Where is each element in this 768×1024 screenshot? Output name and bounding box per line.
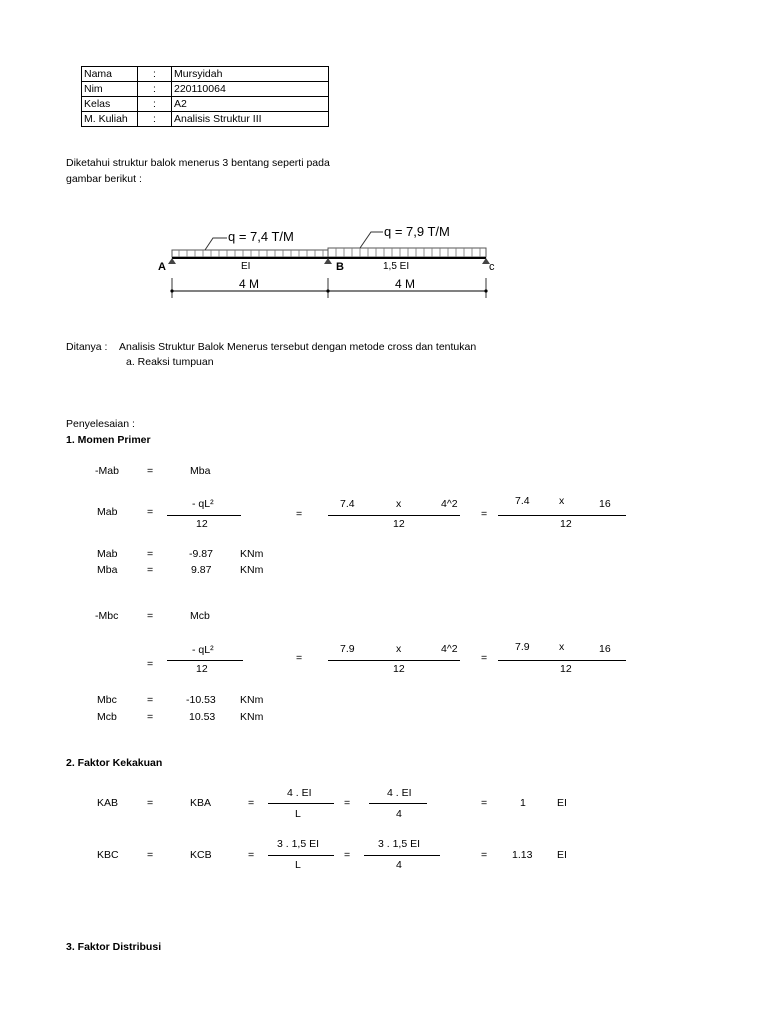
denominator: 4 bbox=[396, 859, 402, 871]
unit: KNm bbox=[240, 711, 264, 723]
kba: KBA bbox=[190, 797, 212, 809]
equals: = bbox=[296, 652, 303, 664]
equals: = bbox=[296, 508, 303, 520]
info-sep: : bbox=[138, 97, 172, 112]
info-label: Nama bbox=[82, 67, 138, 82]
fraction-bar bbox=[364, 855, 440, 856]
result-mcb-label: Mcb bbox=[97, 711, 117, 723]
fraction-bar bbox=[369, 803, 427, 804]
equals: = bbox=[147, 564, 154, 576]
node-a-label: A bbox=[158, 261, 166, 273]
info-label: M. Kuliah bbox=[82, 112, 138, 127]
equals: = bbox=[481, 508, 488, 520]
fraction-bar bbox=[268, 855, 334, 856]
numerator: 3 . 1,5 EI bbox=[378, 838, 421, 850]
equals: = bbox=[248, 849, 255, 861]
mab: Mab bbox=[97, 506, 118, 518]
result-mab-value: -9.87 bbox=[189, 548, 213, 560]
equals: = bbox=[147, 797, 154, 809]
ei-label-bc: 1,5 EI bbox=[383, 261, 410, 272]
result-mba-value: 9.87 bbox=[191, 564, 212, 576]
unit: KNm bbox=[240, 548, 264, 560]
info-value: 220110064 bbox=[172, 82, 329, 97]
numerator: 4 . EI bbox=[287, 787, 312, 799]
equals: = bbox=[147, 849, 154, 861]
kab: KAB bbox=[97, 797, 119, 809]
span-bc-label: 4 M bbox=[395, 277, 416, 291]
times: x bbox=[559, 641, 565, 653]
section-2-title: 2. Faktor Kekakuan bbox=[66, 757, 163, 769]
table-row bbox=[82, 97, 329, 112]
value-16: 16 bbox=[599, 498, 611, 510]
denominator: 12 bbox=[393, 518, 405, 530]
fraction-bar bbox=[328, 660, 460, 661]
numerator-ql2: - qL² bbox=[192, 644, 214, 656]
question-item-a: a. Reaksi tumpuan bbox=[126, 356, 214, 368]
equals: = bbox=[147, 548, 154, 560]
info-value: A2 bbox=[172, 97, 329, 112]
table-row bbox=[82, 82, 329, 97]
student-info-table bbox=[81, 66, 329, 127]
node-c-label: c bbox=[489, 261, 495, 273]
fraction-bar bbox=[167, 660, 243, 661]
intro-line-1: Diketahui struktur balok menerus 3 bentang seperti pada bbox=[66, 157, 330, 169]
neg-mab: -Mab bbox=[95, 465, 119, 477]
question-text: Analisis Struktur Balok Menerus tersebut dengan metode cross dan tentukan bbox=[119, 341, 477, 353]
result-kab: 1 bbox=[520, 797, 526, 809]
value-q: 7.4 bbox=[340, 498, 355, 510]
fraction-bar bbox=[498, 515, 626, 516]
numerator: 4 . EI bbox=[387, 787, 412, 799]
equals: = bbox=[248, 797, 255, 809]
unit: KNm bbox=[240, 564, 264, 576]
mba: Mba bbox=[190, 465, 211, 477]
equals: = bbox=[481, 797, 488, 809]
result-mcb-value: 10.53 bbox=[189, 711, 216, 723]
denominator: 4 bbox=[396, 808, 402, 820]
times: x bbox=[396, 643, 402, 655]
q1-label: q = 7,4 T/M bbox=[228, 229, 294, 244]
section-1-title: 1. Momen Primer bbox=[66, 434, 151, 446]
section-3-title: 3. Faktor Distribusi bbox=[66, 941, 162, 953]
equals: = bbox=[147, 658, 154, 670]
fraction-bar bbox=[498, 660, 626, 661]
result-kbc: 1.13 bbox=[512, 849, 533, 861]
info-sep: : bbox=[138, 82, 172, 97]
table-row bbox=[82, 67, 329, 82]
load-hatch-ab bbox=[179, 250, 323, 257]
result-mba-label: Mba bbox=[97, 564, 118, 576]
equals: = bbox=[344, 849, 351, 861]
value-q: 7.9 bbox=[515, 641, 530, 653]
equals: = bbox=[481, 652, 488, 664]
table-row bbox=[82, 112, 329, 127]
intro-line-2: gambar berikut : bbox=[66, 173, 142, 185]
kcb: KCB bbox=[190, 849, 212, 861]
result-mbc-value: -10.53 bbox=[186, 694, 216, 706]
equals: = bbox=[344, 797, 351, 809]
times: x bbox=[559, 495, 565, 507]
info-sep: : bbox=[138, 67, 172, 82]
span-ab-label: 4 M bbox=[239, 277, 260, 291]
denominator: L bbox=[295, 859, 301, 871]
unit-ei: EI bbox=[557, 849, 567, 861]
unit: KNm bbox=[240, 694, 264, 706]
unit-ei: EI bbox=[557, 797, 567, 809]
times: x bbox=[396, 498, 402, 510]
denominator: 12 bbox=[560, 518, 572, 530]
value-q: 7.9 bbox=[340, 643, 355, 655]
q2-label: q = 7,9 T/M bbox=[384, 224, 450, 239]
info-sep: : bbox=[138, 112, 172, 127]
mcb: Mcb bbox=[190, 610, 210, 622]
denominator: 12 bbox=[393, 663, 405, 675]
fraction-bar bbox=[167, 515, 241, 516]
numerator: 3 . 1,5 EI bbox=[277, 838, 320, 850]
value-l2: 4^2 bbox=[441, 643, 458, 655]
numerator-ql2: - qL² bbox=[192, 498, 214, 510]
result-mbc-label: Mbc bbox=[97, 694, 117, 706]
result-mab-label: Mab bbox=[97, 548, 118, 560]
equals: = bbox=[147, 506, 154, 518]
info-label: Kelas bbox=[82, 97, 138, 112]
denominator: L bbox=[295, 808, 301, 820]
info-label: Nim bbox=[82, 82, 138, 97]
denominator: 12 bbox=[560, 663, 572, 675]
q2-leader bbox=[360, 232, 383, 248]
value-l2: 4^2 bbox=[441, 498, 458, 510]
load-hatch-bc bbox=[336, 248, 480, 257]
equals: = bbox=[147, 465, 154, 477]
fraction-bar bbox=[328, 515, 460, 516]
value-q: 7.4 bbox=[515, 495, 530, 507]
equals: = bbox=[147, 610, 154, 622]
equals: = bbox=[147, 711, 154, 723]
question-label: Ditanya : bbox=[66, 341, 108, 353]
equals: = bbox=[147, 694, 154, 706]
info-value: Analisis Struktur III bbox=[172, 112, 329, 127]
equals: = bbox=[481, 849, 488, 861]
fraction-bar bbox=[268, 803, 334, 804]
solution-title: Penyelesaian : bbox=[66, 418, 135, 430]
denominator: 12 bbox=[196, 518, 208, 530]
value-16: 16 bbox=[599, 643, 611, 655]
beam-diagram bbox=[155, 216, 505, 300]
kbc: KBC bbox=[97, 849, 119, 861]
info-value: Mursyidah bbox=[172, 67, 329, 82]
q1-leader bbox=[205, 238, 227, 250]
neg-mbc: -Mbc bbox=[95, 610, 119, 622]
node-b-label: B bbox=[336, 261, 344, 273]
ei-label-ab: EI bbox=[241, 261, 251, 272]
denominator: 12 bbox=[196, 663, 208, 675]
